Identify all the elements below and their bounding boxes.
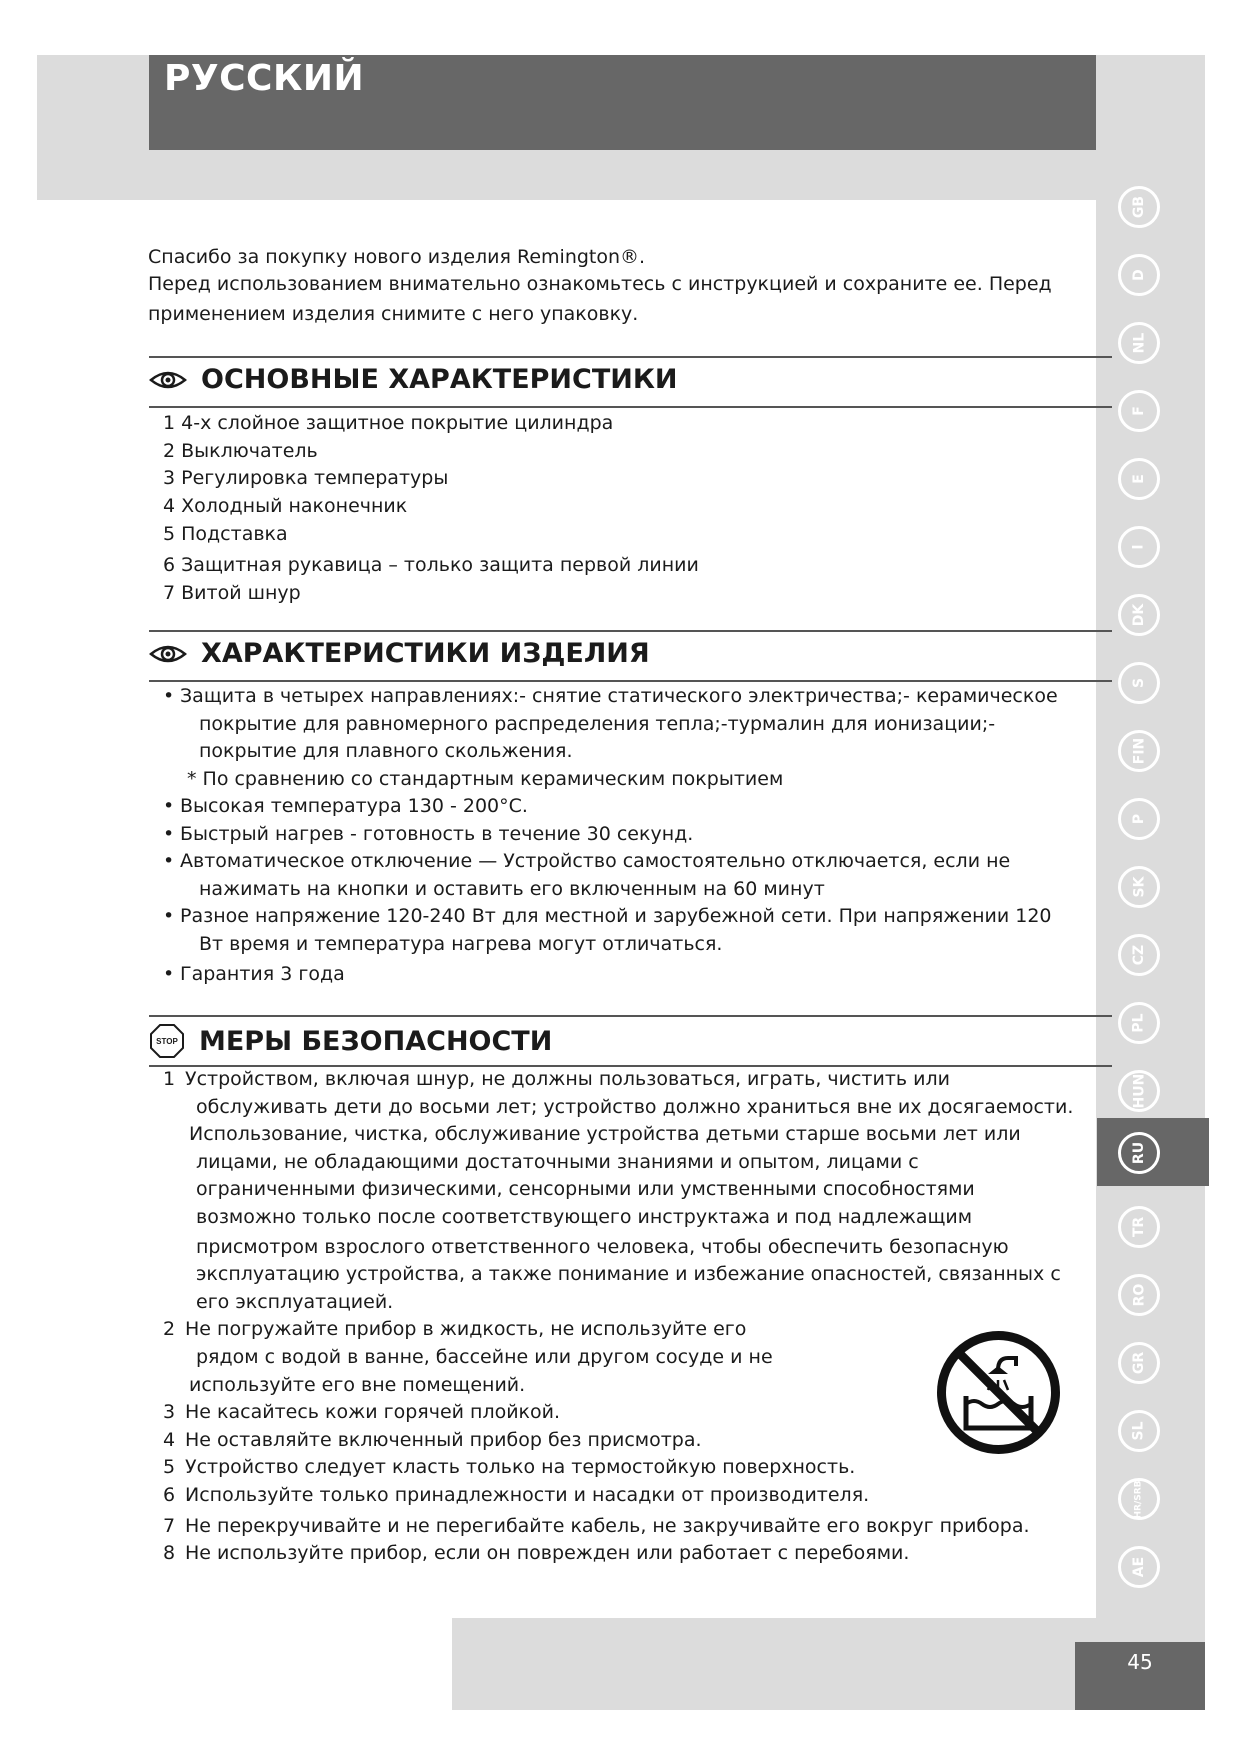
item-text: Не используйте прибор, если он поврежден или работает с перебоями. <box>185 1542 910 1565</box>
list-item: 5 Подставка <box>163 522 288 545</box>
intro-line: Перед использованием внимательно ознакомьтесь с инструкцией и сохраните ее. Перед <box>148 273 1052 295</box>
lang-tab-gr[interactable]: GR <box>1118 1342 1160 1384</box>
list-item-continuation: обслуживать дети до восьми лет; устройство должно храниться вне их досягаемости. <box>196 1095 1074 1118</box>
item-number: 7 <box>163 1514 176 1537</box>
lang-tab-sk[interactable]: SK <box>1118 866 1160 908</box>
intro-line: Спасибо за покупку нового изделия Remington®. <box>148 246 646 268</box>
list-item-continuation: покрытие для плавного скольжения. <box>199 740 573 762</box>
list-item-continuation: рядом с водой в ванне, бассейне или другом сосуде и не <box>196 1345 773 1368</box>
list-item <box>163 1454 1083 1482</box>
list-item-continuation: лицами, не обладающими достаточными знаниями и опытом, лицами с <box>196 1150 919 1173</box>
lang-tab-sl[interactable]: SL <box>1118 1410 1160 1452</box>
item-number: 5 <box>163 1456 176 1479</box>
list-item-continuation: присмотром взрослого ответственного человека, чтобы обеспечить безопасную <box>196 1235 1009 1258</box>
eye-icon <box>149 368 187 392</box>
section-divider <box>149 406 1112 408</box>
list-item: • Автоматическое отключение — Устройство самостоятельно отключается, если не <box>163 848 1083 876</box>
item-number: 6 <box>163 1483 176 1506</box>
lang-tab-ru[interactable]: RU <box>1118 1132 1160 1174</box>
list-item-continuation: покрытие для равномерного распределения тепла;-турмалин для ионизации;- <box>199 712 996 735</box>
section-heading-product <box>149 638 650 669</box>
item-text: Не оставляйте включенный прибор без присмотра. <box>185 1428 702 1451</box>
list-item: 3 Регулировка температуры <box>163 467 449 490</box>
lang-tab-i[interactable]: I <box>1118 526 1160 568</box>
list-item: • Гарантия 3 года <box>163 961 1083 989</box>
lang-tab-tr[interactable]: TR <box>1118 1206 1160 1248</box>
list-item: • Высокая температура 130 - 200°C. <box>163 793 1083 821</box>
section-divider <box>149 1015 1112 1017</box>
lang-tab-f[interactable]: F <box>1118 390 1160 432</box>
item-number: 1 <box>163 1068 176 1090</box>
lang-tab-cz[interactable]: CZ <box>1118 934 1160 976</box>
product-features-list <box>163 683 1083 989</box>
list-item: 7 Витой шнур <box>163 582 301 605</box>
list-item: • Защита в четырех направлениях:- снятие статического электричества;- керамическое <box>163 683 1083 711</box>
lang-tab-dk[interactable]: DK <box>1118 594 1160 636</box>
list-item: 1 4-х слойное защитное покрытие цилиндра <box>163 412 614 434</box>
lang-tab-nl[interactable]: NL <box>1118 322 1160 364</box>
item-text: Не перекручивайте и не перегибайте кабель, не закручивайте его вокруг прибора. <box>185 1514 1030 1537</box>
safety-list <box>163 1066 1083 1568</box>
lang-tab-gb[interactable]: GB <box>1118 186 1160 228</box>
section-divider <box>149 680 1112 682</box>
section-heading-text: ОСНОВНЫЕ ХАРАКТЕРИСТИКИ <box>201 364 678 395</box>
lang-tab-s[interactable]: S <box>1118 662 1160 704</box>
list-item: • Быстрый нагрев - готовность в течение 30 секунд. <box>163 821 1083 849</box>
item-text: Не касайтесь кожи горячей плойкой. <box>185 1401 561 1424</box>
lang-tab-ae[interactable]: AE <box>1118 1546 1160 1588</box>
list-item-continuation: возможно только после соответствующего инструктажа и под надлежащим <box>196 1205 973 1228</box>
lang-tab-e[interactable]: E <box>1118 458 1160 500</box>
list-item: 2 Выключатель <box>163 439 318 462</box>
features-list <box>163 410 699 608</box>
item-text: Устройством, включая шнур, не должны пользоваться, играть, чистить или <box>185 1068 950 1090</box>
list-item: 4 Холодный наконечник <box>163 495 408 518</box>
list-item-continuation: эксплуатацию устройства, а также понимание и избежание опасностей, связанных с <box>196 1263 1061 1286</box>
list-item <box>163 1513 1083 1541</box>
eye-icon <box>149 642 187 666</box>
list-item: 6 Защитная рукавица – только защита первой линии <box>163 554 699 577</box>
intro-text <box>148 244 1078 328</box>
lang-tab-fin[interactable]: FIN <box>1118 730 1160 772</box>
item-number: 2 <box>163 1318 176 1341</box>
section-heading-safety <box>149 1023 552 1059</box>
stop-icon-label: STOP <box>156 1037 178 1046</box>
list-item-continuation: ограниченными физическими, сенсорными или умственными способностями <box>196 1178 975 1201</box>
item-number: 4 <box>163 1428 176 1451</box>
lang-tab-d[interactable]: D <box>1118 254 1160 296</box>
section-heading-text: ХАРАКТЕРИСТИКИ ИЗДЕЛИЯ <box>201 638 650 669</box>
section-heading-features <box>149 364 678 395</box>
stop-sign-icon <box>149 1023 185 1059</box>
list-item <box>163 1540 1083 1568</box>
list-item-continuation: Использование, чистка, обслуживание устройства детьми старше восьми лет или <box>189 1123 1021 1146</box>
section-divider <box>149 630 1112 632</box>
language-sidebar <box>1096 150 1205 1710</box>
lang-tab-pl[interactable]: PL <box>1118 1002 1160 1044</box>
lang-tab-ro[interactable]: RO <box>1118 1274 1160 1316</box>
lang-tab-hun[interactable]: HUN <box>1118 1070 1160 1112</box>
list-item-continuation: нажимать на кнопки и оставить его включенным на 60 минут <box>199 877 825 900</box>
page-title: РУССКИЙ <box>164 58 365 99</box>
list-item-continuation: используйте его вне помещений. <box>189 1373 526 1396</box>
item-text: Не погружайте прибор в жидкость, не используйте его <box>185 1318 747 1341</box>
list-item-continuation: Вт время и температура нагрева могут отличаться. <box>199 932 723 955</box>
no-water-warning-icon <box>936 1330 1061 1455</box>
page-number: 45 <box>1127 1650 1153 1674</box>
list-item <box>163 1482 1083 1510</box>
item-number: 3 <box>163 1401 176 1424</box>
section-heading-text: МЕРЫ БЕЗОПАСНОСТИ <box>199 1025 553 1057</box>
list-item: • Разное напряжение 120-240 Вт для местной и зарубежной сети. При напряжении 120 <box>163 903 1083 931</box>
item-text: Используйте только принадлежности и насадки от производителя. <box>185 1483 870 1506</box>
item-number: 8 <box>163 1542 176 1565</box>
lang-tab-hr-srb[interactable]: HR/SRB <box>1118 1478 1160 1520</box>
footnote: * По сравнению со стандартным керамическим покрытием <box>187 767 784 790</box>
list-item <box>163 1066 1083 1094</box>
lang-tab-p[interactable]: P <box>1118 798 1160 840</box>
list-item-continuation: его эксплуатацией. <box>196 1290 394 1313</box>
item-text: Устройство следует класть только на термостойкую поверхность. <box>185 1456 856 1479</box>
section-divider <box>149 356 1112 358</box>
intro-line: применением изделия снимите с него упаковку. <box>148 303 639 325</box>
